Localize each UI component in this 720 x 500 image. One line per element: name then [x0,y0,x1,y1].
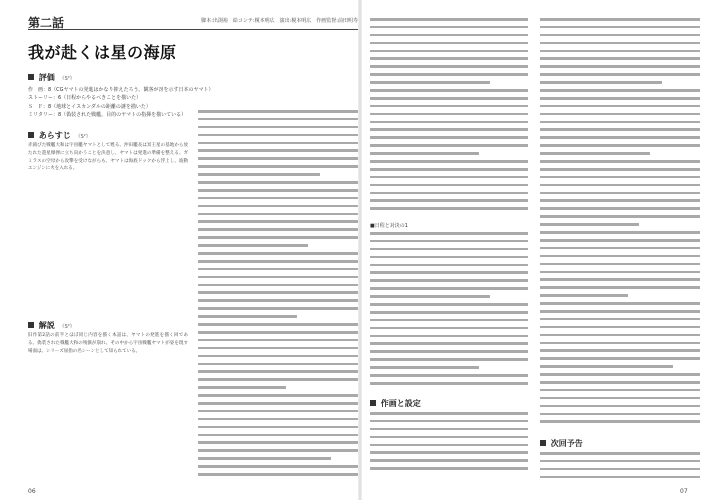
right-column-2-top [540,18,700,432]
text-line [540,278,700,281]
text-line [540,468,700,471]
text-line [198,173,320,176]
text-line [540,81,662,84]
text-line [198,284,358,287]
text-line [540,42,700,45]
text-line [540,34,700,37]
text-line [198,441,358,444]
text-line [198,205,358,208]
text-line [370,264,528,267]
text-line [370,279,528,282]
right-sub-heading: ■日程と対決の1 [370,223,408,229]
commentary-heading: 解説 《S²》 [28,320,75,331]
page-number-right: 07 [680,488,688,495]
text-line [370,176,528,179]
text-line [198,355,358,358]
text-line [198,110,358,113]
rating-row-art: 作 画：8（CGヤマトの発進はかなり抑えたろう。観客が冴を示す日本のヤマト） [28,87,214,93]
text-line [540,302,700,305]
staff-credits: 脚本:出渕裕 絵コンテ:榎本明広 演出:榎本明広 作画監督:前田明寿 [201,18,358,24]
text-line [198,236,358,239]
text-line [540,73,700,76]
text-line [198,363,358,366]
square-bullet-icon [370,400,376,406]
text-line [370,34,528,37]
square-bullet-icon [28,132,34,138]
page-number-left: 06 [28,488,36,495]
text-line [540,373,700,376]
book-gutter [358,0,362,500]
text-line [370,207,528,210]
text-line [370,89,528,92]
text-line [370,287,528,290]
square-bullet-icon [28,74,34,80]
rating-row-story: ストーリー：6（日程からやるべきことを描いた） [28,95,142,102]
text-line [540,57,700,60]
text-line [370,113,528,116]
text-line [198,434,358,437]
text-line [198,378,358,381]
text-line [540,121,700,124]
text-line [198,473,358,476]
text-line [540,334,700,337]
text-line [540,192,700,195]
text-line [370,65,528,68]
text-line [370,444,528,447]
text-line [198,323,358,326]
text-line [370,295,490,298]
right-column-1-mid [370,232,528,392]
text-line [198,410,358,413]
text-line [198,394,358,397]
text-line [370,467,528,470]
text-line [198,134,358,137]
text-line [540,476,700,479]
text-line [370,160,528,163]
text-line [370,50,528,53]
text-line [540,199,700,202]
text-line [198,315,297,318]
text-line [540,381,700,384]
text-line [198,307,358,310]
text-line [198,118,358,121]
text-line [198,220,358,223]
text-line [370,105,528,108]
text-line [198,126,358,129]
text-line [540,255,700,258]
text-line [198,291,358,294]
text-line [540,136,700,139]
text-line [540,239,700,242]
text-line [370,136,528,139]
text-line [370,26,528,29]
text-line [198,402,358,405]
text-line [370,311,528,314]
rating-list [28,86,214,120]
text-line [540,271,700,274]
text-line [370,192,528,195]
text-line [540,152,650,155]
text-line [540,105,700,108]
text-line [370,358,528,361]
text-line [198,370,358,373]
text-line [370,256,528,259]
text-line [370,121,528,124]
text-line [540,263,700,266]
text-line [198,347,358,350]
text-line [370,248,528,251]
text-line [198,213,358,216]
text-line [198,457,331,460]
text-line [198,142,358,145]
text-line [540,357,700,360]
right-section-heading: 作画と設定 [370,398,421,409]
text-line [540,326,700,329]
text-line [540,389,700,392]
text-line [370,152,479,155]
text-line [540,310,700,313]
text-line [370,382,528,385]
text-line [540,18,700,21]
rating-row-sf: Ｓ Ｆ：8（地球とイスカンダルの距離の謎を描いた） [28,103,151,110]
text-line [540,231,700,234]
text-line [370,73,528,76]
text-line [370,57,528,60]
text-line [540,460,700,463]
text-line [198,181,358,184]
text-line [540,26,700,29]
right-column-1-bottom [370,412,528,482]
text-line [540,294,628,297]
text-line [370,240,528,243]
text-line [370,97,528,100]
text-line [540,207,700,210]
text-line [370,184,528,187]
rating-heading: 評価 《S²》 [28,72,75,83]
text-line [540,168,700,171]
text-line [540,160,700,163]
text-line [370,42,528,45]
text-line [198,252,358,255]
square-bullet-icon [28,322,34,328]
text-line [540,128,700,131]
text-line [370,350,528,353]
text-line [198,268,358,271]
text-line [540,184,700,187]
text-line [370,451,528,454]
text-line [540,97,700,100]
text-line [370,459,528,462]
right-column-2-bottom [540,452,700,484]
right-column-1-top [370,18,528,218]
left-body-column [198,110,358,482]
text-line [540,247,700,250]
page-header [28,14,358,30]
text-line [540,452,700,455]
text-line [540,176,700,179]
text-line [370,232,528,235]
text-line [370,335,528,338]
text-line [198,465,358,468]
text-line [198,149,358,152]
text-line [198,165,358,168]
text-line [540,413,700,416]
text-line [370,374,528,377]
text-line [370,436,528,439]
text-line [370,128,528,131]
text-line [370,144,528,147]
text-line [540,318,700,321]
text-line [198,276,358,279]
synopsis-text: 赤錆びた戦艦大和は宇宙艦ヤマトとして甦る。沖田艦長は冥王星の基地から放たれた遊星爆弾に立ち向かうことを決意し、ヤマトは発進の準備を整える。ガミラスの空母から攻撃を受けながらも、ヤマトは海底ドックから浮上し、波動エンジンに火を入れる。 [28,143,188,172]
text-line [370,420,528,423]
text-line [370,428,528,431]
text-line [540,365,673,368]
text-line [540,65,700,68]
text-line [540,50,700,53]
episode-label: 第二話 [28,16,65,30]
text-line [370,18,528,21]
text-line [370,412,528,415]
text-line [370,271,528,274]
text-line [198,339,358,342]
next-episode-heading: 次回予告 [540,438,583,449]
text-line [540,342,700,345]
text-line [198,197,358,200]
text-line [370,303,528,306]
synopsis-heading: あらすじ 《S²》 [28,130,91,141]
text-line [198,157,358,160]
text-line [370,366,479,369]
rating-row-military: ミリタリー：8（偽装された戦艦。目的のヤマトの指揮を描いている） [28,112,187,119]
text-line [540,349,700,352]
text-line [198,449,358,452]
text-line [540,215,700,218]
text-line [198,426,358,429]
square-bullet-icon [540,440,546,446]
text-line [198,331,358,334]
text-line [370,168,528,171]
text-line [198,228,358,231]
text-line [540,420,700,423]
text-line [540,89,700,92]
text-line [540,144,700,147]
text-line [540,397,700,400]
text-line [370,319,528,322]
text-line [370,327,528,330]
text-line [198,418,358,421]
text-line [198,244,308,247]
text-line [370,81,490,84]
text-line [540,286,700,289]
text-line [540,113,700,116]
text-line [198,299,358,302]
commentary-text: 旧作第2話の前半とほぼ同じ内容を描く本話は、ヤマトの発進を描く回である。偽装された戦艦大和の残骸が崩れ、その中から宇宙戦艦ヤマトが姿を現す場面は、シリーズ屈指の名シーンとして知られている。 [28,333,188,354]
text-line [370,199,528,202]
text-line [540,405,700,408]
episode-title: 我が赴くは星の海原 [28,43,177,62]
text-line [540,223,639,226]
text-line [198,189,358,192]
text-line [198,260,358,263]
text-line [198,386,286,389]
text-line [370,342,528,345]
